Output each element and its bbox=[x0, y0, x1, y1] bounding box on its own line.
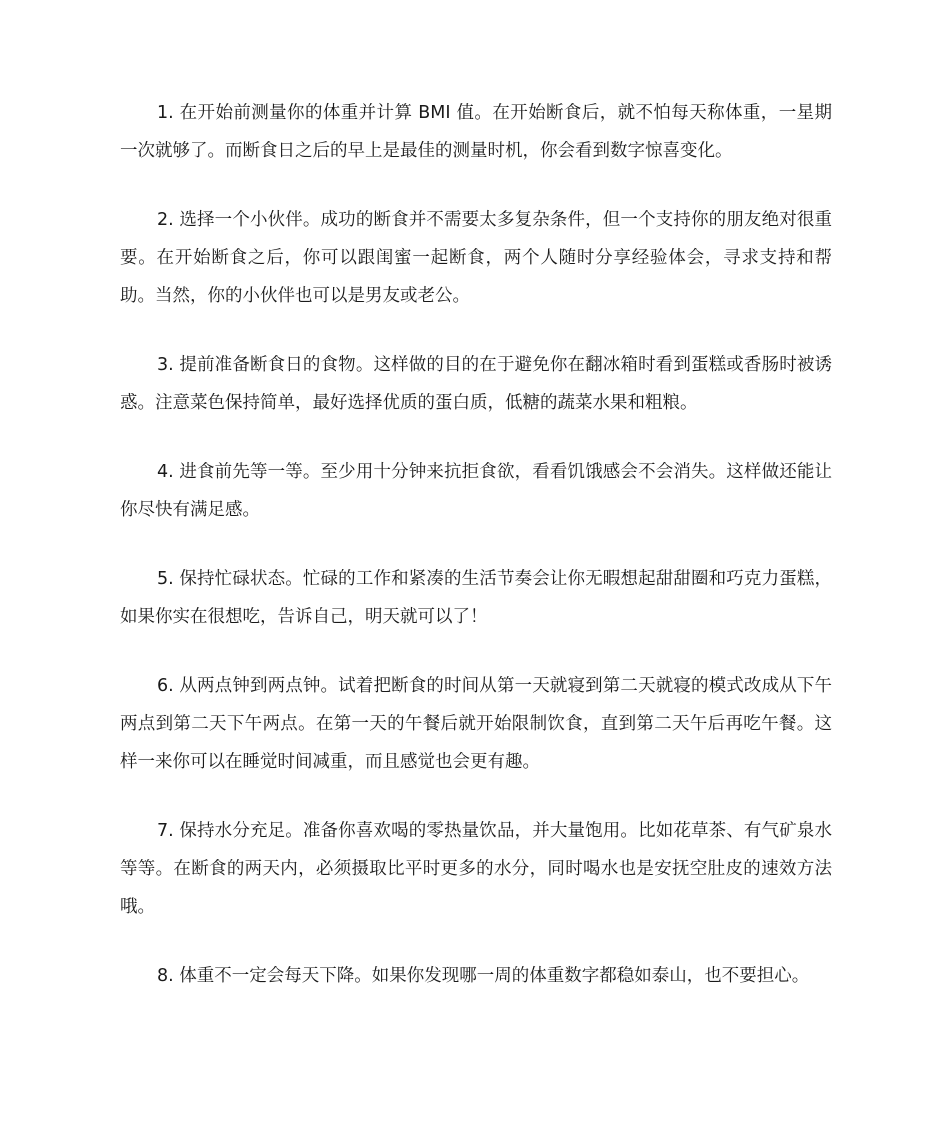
tip-paragraph-7: 7. 保持水分充足。准备你喜欢喝的零热量饮品，并大量饱用。比如花草茶、有气矿泉水等等。在断食的两天内，必须摄取比平时更多的水分，同时喝水也是安抚空肚皮的速效方法哦。 bbox=[120, 821, 832, 917]
tip-paragraph-8: 8. 体重不一定会每天下降。如果你发现哪一周的体重数字都稳如泰山，也不要担心。 bbox=[157, 966, 810, 986]
tip-paragraph-4: 4. 进食前先等一等。至少用十分钟来抗拒食欲，看看饥饿感会不会消失。这样做还能让你尽快有满足感。 bbox=[120, 462, 832, 520]
document-body bbox=[120, 94, 832, 1026]
tip-paragraph-3: 3. 提前准备断食日的食物。这样做的目的在于避免你在翻冰箱时看到蛋糕或香肠时被诱惑。注意菜色保持简单，最好选择优质的蛋白质，低糖的蔬菜水果和粗粮。 bbox=[120, 355, 832, 413]
tip-paragraph-5: 5. 保持忙碌状态。忙碌的工作和紧凑的生活节奏会让你无暇想起甜甜圈和巧克力蛋糕，如果你实在很想吃，告诉自己，明天就可以了！ bbox=[120, 569, 832, 627]
tip-paragraph-2: 2. 选择一个小伙伴。成功的断食并不需要太多复杂条件，但一个支持你的朋友绝对很重要。在开始断食之后，你可以跟闺蜜一起断食，两个人随时分享经验体会，寻求支持和帮助。当然，你的小伙伴也可以是男友或老公。 bbox=[120, 210, 832, 306]
tip-paragraph-6: 6. 从两点钟到两点钟。试着把断食的时间从第一天就寝到第二天就寝的模式改成从下午两点到第二天下午两点。在第一天的午餐后就开始限制饮食，直到第二天午后再吃午餐。这样一来你可以在睡觉时间减重，而且感觉也会更有趣。 bbox=[120, 676, 832, 772]
tip-paragraph-1: 1. 在开始前测量你的体重并计算 BMI 值。在开始断食后，就不怕每天称体重，一星期一次就够了。而断食日之后的早上是最佳的测量时机，你会看到数字惊喜变化。 bbox=[120, 103, 832, 161]
